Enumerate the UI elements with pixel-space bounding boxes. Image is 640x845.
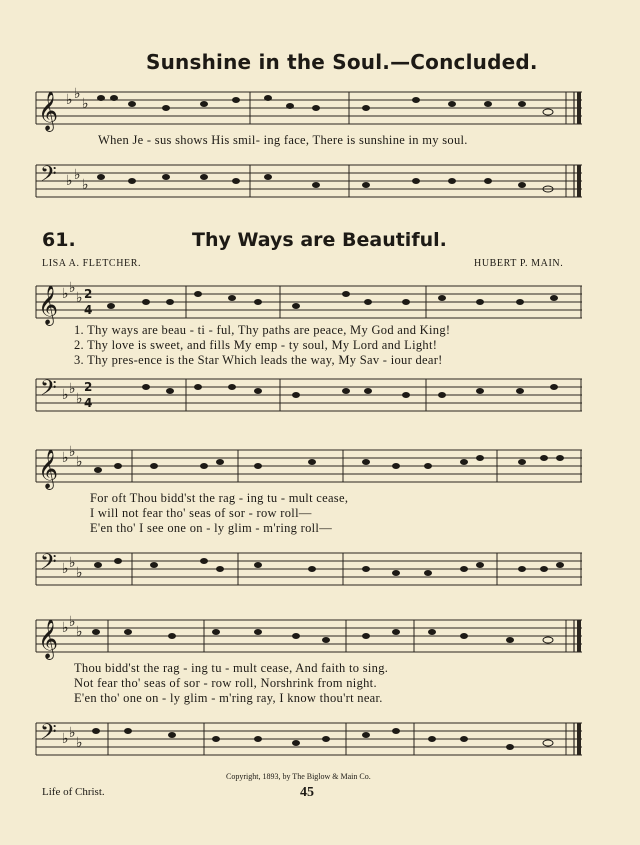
svg-text:♭: ♭ bbox=[62, 561, 69, 577]
music-staff-bass-3 bbox=[36, 719, 584, 763]
page-number: 45 bbox=[300, 785, 314, 800]
svg-text:♭: ♭ bbox=[74, 86, 81, 102]
lyric-line-3-verse-2: Not fear tho' seas of sor - row roll, Norshrink from night. bbox=[74, 676, 377, 690]
svg-text:♭: ♭ bbox=[74, 167, 81, 183]
music-staff-bass-2 bbox=[36, 549, 584, 593]
lyric-line-1-verse-3: 3. Thy pres-ence is the Star Which leads the way, My Sav - iour dear! bbox=[74, 353, 443, 367]
lyric-line-1-verse-1: 1. Thy ways are beau - ti - ful, Thy paths are peace, My God and King! bbox=[74, 323, 451, 337]
svg-text:♭: ♭ bbox=[76, 454, 83, 470]
copyright-notice: Copyright, 1893, by The Biglow & Main Co. bbox=[226, 772, 371, 781]
hymn-author: LISA A. FLETCHER. bbox=[42, 258, 142, 269]
svg-text:♭: ♭ bbox=[69, 614, 76, 630]
page-title: Sunshine in the Soul.—Concluded. bbox=[146, 50, 538, 74]
svg-text:♭: ♭ bbox=[82, 177, 89, 193]
lyric-line-1-verse-2: 2. Thy love is sweet, and fills My emp - ty soul, My Lord and Light! bbox=[74, 338, 438, 352]
svg-text:♭: ♭ bbox=[76, 624, 83, 640]
svg-text:𝄢: 𝄢 bbox=[40, 550, 57, 580]
svg-text:♭: ♭ bbox=[69, 280, 76, 296]
svg-text:♭: ♭ bbox=[62, 286, 69, 302]
svg-text:♭: ♭ bbox=[69, 725, 76, 741]
svg-text:♭: ♭ bbox=[62, 450, 69, 466]
svg-text:♭: ♭ bbox=[69, 555, 76, 571]
svg-text:♭: ♭ bbox=[62, 387, 69, 403]
svg-text:♭: ♭ bbox=[62, 620, 69, 636]
music-staff-bass-top bbox=[36, 161, 584, 205]
svg-text:♭: ♭ bbox=[76, 290, 83, 306]
svg-text:4: 4 bbox=[84, 303, 93, 317]
svg-text:♭: ♭ bbox=[66, 92, 73, 108]
svg-text:♭: ♭ bbox=[62, 731, 69, 747]
svg-text:♭: ♭ bbox=[69, 381, 76, 397]
lyric-line-2-verse-3: E'en tho' I see one on - ly glim - m'ring roll— bbox=[90, 521, 332, 535]
svg-text:𝄞: 𝄞 bbox=[38, 285, 59, 325]
music-staff-treble-top bbox=[36, 88, 584, 132]
hymn-composer: HUBERT P. MAIN. bbox=[474, 258, 564, 269]
svg-text:𝄞: 𝄞 bbox=[38, 449, 59, 489]
lyric-line-top: When Je - sus shows His smil- ing face, There is sunshine in my soul. bbox=[98, 133, 468, 147]
section-footer-label: Life of Christ. bbox=[42, 786, 105, 798]
music-staff-treble-3 bbox=[36, 616, 584, 660]
music-staff-treble-1 bbox=[36, 282, 584, 326]
svg-text:♭: ♭ bbox=[82, 96, 89, 112]
svg-text:♭: ♭ bbox=[76, 565, 83, 581]
svg-text:2: 2 bbox=[84, 380, 93, 394]
hymn-title: Thy Ways are Beautiful. bbox=[192, 229, 447, 251]
svg-text:♭: ♭ bbox=[66, 173, 73, 189]
svg-text:𝄢: 𝄢 bbox=[40, 720, 57, 750]
svg-text:♭: ♭ bbox=[76, 735, 83, 751]
svg-text:4: 4 bbox=[84, 396, 93, 410]
svg-text:2: 2 bbox=[84, 287, 93, 301]
lyric-line-3-verse-1: Thou bidd'st the rag - ing tu - mult cease, And faith to sing. bbox=[74, 661, 389, 675]
music-staff-bass-1 bbox=[36, 375, 584, 419]
svg-text:𝄞: 𝄞 bbox=[38, 619, 59, 659]
svg-text:𝄞: 𝄞 bbox=[38, 91, 59, 131]
hymn-number: 61. bbox=[42, 229, 76, 251]
svg-text:♭: ♭ bbox=[76, 391, 83, 407]
music-staff-treble-2 bbox=[36, 446, 584, 490]
lyric-line-2-verse-1: For oft Thou bidd'st the rag - ing tu - mult cease, bbox=[90, 491, 349, 505]
svg-text:𝄢: 𝄢 bbox=[40, 376, 57, 406]
lyric-line-3-verse-3: E'en tho' one on - ly glim - m'ring ray, I know thou'rt near. bbox=[74, 691, 383, 705]
svg-text:𝄢: 𝄢 bbox=[40, 162, 57, 192]
lyric-line-2-verse-2: I will not fear tho' seas of sor - row roll— bbox=[90, 506, 312, 520]
svg-text:♭: ♭ bbox=[69, 444, 76, 460]
